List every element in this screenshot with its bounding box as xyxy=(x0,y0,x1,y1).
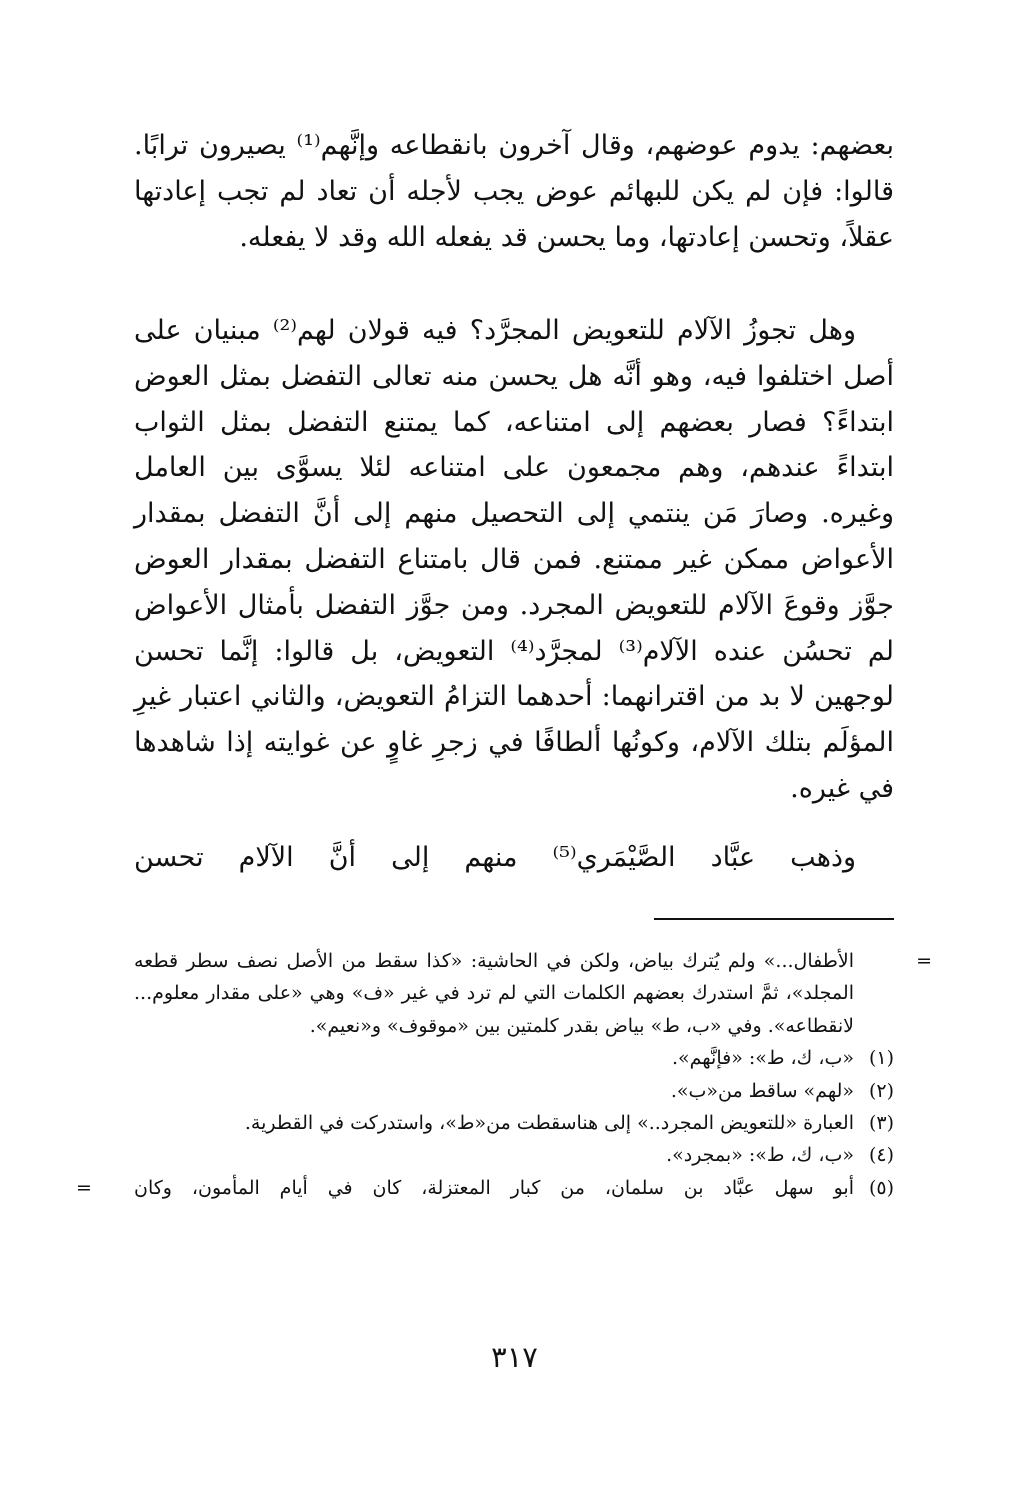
continuation-end-mark: = xyxy=(76,1176,92,1199)
footnote-5 xyxy=(76,1172,894,1204)
footnote-separator xyxy=(654,918,894,920)
footnote-number: (١) xyxy=(868,1047,894,1070)
footnote-number: (٣) xyxy=(868,1112,894,1135)
footnote-3 xyxy=(134,1107,894,1139)
footnote-text: «ب، ك، ط»: «بمجرد». xyxy=(666,1144,854,1167)
footnote-number: (٤) xyxy=(868,1144,894,1167)
main-paragraph-3 xyxy=(134,835,894,881)
paragraph-text: وهل تجوزُ الآلام للتعويض المجرَّد؟ فيه قولان لهم⁽²⁾ مبنيان على أصل اختلفوا فيه، وهو أنَّه هل يحسن منه تعالى التفضل بمثل العوض ابتداءً؟ فصار بعضهم إلى امتناعه، كما يمتنع التفضل بمثل الثواب ابتداءً عندهم، وهم مجمعون على امتناعه لئلا يسوَّى بين العامل وغيره. وصارَ مَن ينتمي إلى التحصيل منهم إلى أنَّ التفضل بمقدار الأعواض ممكن غير ممتنع. فمن قال بامتناع التفضل بمقدار العوض جوَّز وقوعَ الآلام للتعويض المجرد. ومن جوَّز التفضل بأمثال الأعواض لم تحسُن عنده الآلام⁽³⁾ لمجرَّد⁽⁴⁾ التعويض، بل قالوا: إنَّما تحسن لوجهين لا بد من اقترانهما: أحدهما التزامُ التعويض، والثاني اعتبار غيرِ المؤلَم بتلك الآلام، وكونُها ألطافًا في زجرِ غاوٍ عن غوايته إذا شاهدها في غيره. xyxy=(134,315,895,804)
main-paragraph-2 xyxy=(134,308,894,812)
footnote-text: أبو سهل عبَّاد بن سلمان، من كبار المعتزلة، كان في أيام المأمون، وكان xyxy=(134,1176,854,1199)
footnote-number: (٢) xyxy=(868,1079,894,1102)
continuation-text: الأطفال...» ولم يُترك بياض، ولكن في الحاشية: «كذا سقط من الأصل نصف سطر قطعه المجلد»، ثمَّ استدرك بعضهم الكلمات التي لم ترد في غير «ف» وهي «على مقدار معلوم... لانقطاعه». وفي «ب، ط» بياض بقدر كلمتين بين «موقوف» و«نعيم». xyxy=(134,950,854,1037)
footnote-1 xyxy=(134,1042,894,1074)
footnote-text: العبارة «للتعويض المجرد..» إلى هناسقطت من«ط»، واستدركت في القطرية. xyxy=(244,1112,854,1135)
continuation-mark: = xyxy=(916,950,932,972)
footnote-text: «ب، ك، ط»: «فإنَّهم». xyxy=(671,1047,854,1070)
paragraph-text: بعضهم: يدوم عوضهم، وقال آخرون بانقطاعه وإنَّهم⁽¹⁾ يصيرون ترابًا. قالوا: فإن لم يكن للبهائم عوض يجب لأجله أن تعاد لم تجب إعادتها عقلاً، وتحسن إعادتها، وما يحسن قد يفعله الله وقد لا يفعله. xyxy=(134,130,894,253)
main-paragraph-1 xyxy=(134,123,894,260)
footnote-continuation xyxy=(134,945,932,1042)
footnote-2 xyxy=(134,1075,894,1107)
paragraph-text: وذهب عبَّاد الصَّيْمَري⁽⁵⁾ منهم إلى أنَّ الآلام تحسن xyxy=(134,842,856,873)
footnote-text: «لهم» ساقط من«ب». xyxy=(670,1079,854,1102)
footnote-4 xyxy=(134,1139,894,1171)
page-number: ٣١٧ xyxy=(491,1340,538,1374)
footnote-number: (٥) xyxy=(868,1176,894,1199)
footnotes xyxy=(76,945,932,1204)
